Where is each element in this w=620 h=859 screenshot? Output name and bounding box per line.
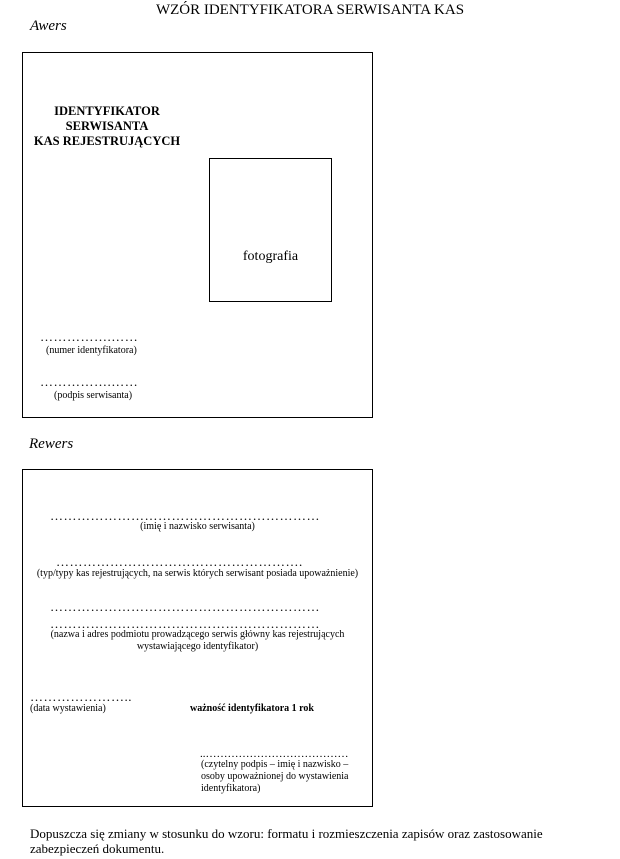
kas-types-caption: (typ/typy kas rejestrujących, na serwis których serwisant posiada upoważnienie) (36, 568, 359, 579)
document-title: WZÓR IDENTYFIKATORA SERWISANTA KAS (155, 2, 465, 18)
entity-caption-line1: (nazwa i adres podmiotu prowadzącego serwis główny kas rejestrujących (50, 629, 345, 640)
issue-date-caption: (data wystawienia) (30, 703, 106, 714)
name-dots: …………………………………………………… (50, 508, 320, 523)
signature-dots: …………….…… (40, 374, 139, 389)
issuer-caption (201, 759, 348, 795)
entity-dots-1: …………………………………………………… (50, 599, 320, 614)
validity-text: ważność identyfikatora 1 rok (190, 703, 314, 714)
issuer-caption-line2: osoby upoważnionej do wystawienia (201, 771, 349, 782)
id-number-dots: …………….…… (40, 329, 139, 344)
front-heading-line3: KAS REJESTRUJĄCYCH (33, 134, 181, 148)
front-heading (23, 104, 191, 149)
issuer-caption-line1: (czytelny podpis – imię i nazwisko – (201, 759, 349, 770)
issue-date-dots: ………………….. (30, 689, 132, 704)
entity-dots-2: …………………………………………………… (50, 616, 320, 631)
kas-types-dots: ………………………………………………. (56, 554, 303, 569)
front-heading-line1: IDENTYFIKATOR (54, 104, 160, 118)
name-caption: (imię i nazwisko serwisanta) (140, 521, 255, 532)
photo-placeholder (209, 158, 332, 302)
footer-note: Dopuszcza się zmiany w stosunku do wzoru: formatu i rozmieszczenia zapisów oraz zastosowanie zabezpieczeń dokumentu. (30, 826, 543, 856)
back-label: Rewers (29, 436, 74, 452)
issuer-signature-dots: ..………………………………… (200, 748, 349, 760)
id-number-caption: (numer identyfikatora) (46, 345, 137, 356)
signature-caption: (podpis serwisanta) (54, 390, 133, 401)
photo-label: fotografia (242, 249, 299, 264)
entity-caption-line2: wystawiającego identyfikator) (136, 641, 259, 652)
issuer-caption-line3: identyfikatora) (201, 783, 261, 794)
front-heading-line2: SERWISANTA (65, 119, 149, 133)
front-label: Awers (30, 18, 67, 34)
entity-caption (22, 629, 373, 653)
